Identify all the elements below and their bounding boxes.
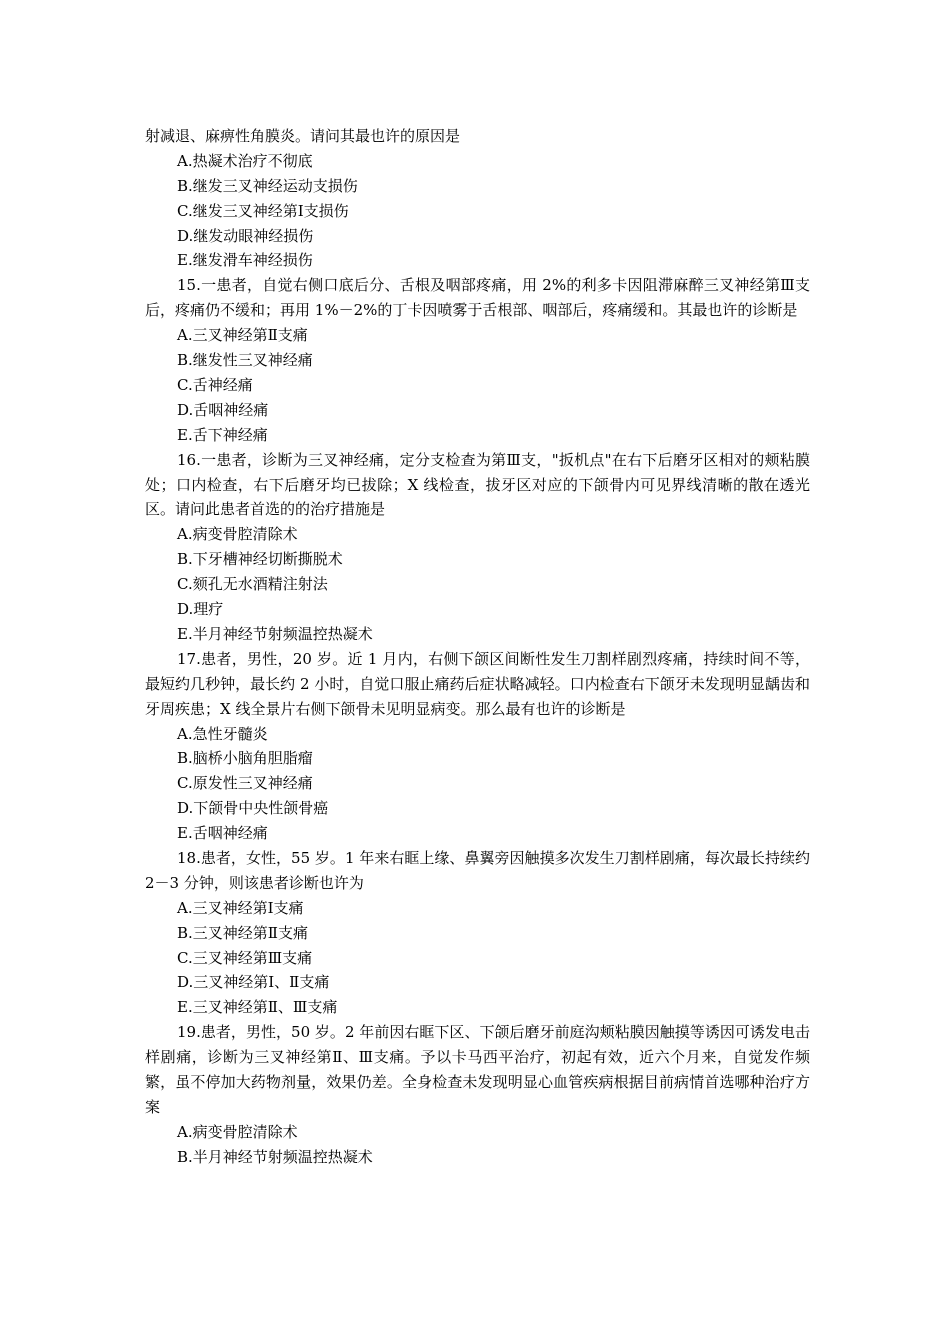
q16-option-e: E.半月神经节射频温控热凝术 <box>177 624 373 643</box>
q14-option-c: C.继发三叉神经第Ⅰ支损伤 <box>177 201 349 220</box>
q14-option-b: B.继发三叉神经运动支损伤 <box>177 176 358 195</box>
q18-option-c: C.三叉神经第Ⅲ支痛 <box>177 948 313 967</box>
q16-option-a: A.病变骨腔清除术 <box>177 525 298 544</box>
q18-stem: 18.患者，女性，55 岁。1 年来右眶上缘、鼻翼旁因触摸多次发生刀割样剧痛，每次最长持续约 2－3 分钟，则该患者诊断也许为 <box>145 848 810 892</box>
q17-option-a: A.急性牙髓炎 <box>177 724 268 743</box>
q17-option-d: D.下颌骨中央性颌骨癌 <box>177 799 329 818</box>
q14-option-e: E.继发滑车神经损伤 <box>177 251 313 270</box>
q15-stem: 15.一患者，自觉右侧口底后分、舌根及咽部疼痛，用 2%的利多卡因阻滞麻醉三叉神经第Ⅲ支后，疼痛仍不缓和；再用 1%－2%的丁卡因喷雾于舌根部、咽部后，疼痛缓和。其最也许的诊断是 <box>145 276 810 320</box>
q19-option-b: B.半月神经节射频温控热凝术 <box>177 1147 373 1166</box>
q18-option-e: E.三叉神经第Ⅱ、Ⅲ支痛 <box>177 998 338 1017</box>
q16-option-c: C.颏孔无水酒精注射法 <box>177 575 328 594</box>
q16-option-d: D.理疗 <box>177 600 224 618</box>
q17-option-c: C.原发性三叉神经痛 <box>177 774 313 793</box>
q17-option-e: E.舌咽神经痛 <box>177 824 268 843</box>
q17-option-b: B.脑桥小脑角胆脂瘤 <box>177 749 313 768</box>
q19-option-a: A.病变骨腔清除术 <box>177 1122 298 1141</box>
q15-option-b: B.继发性三叉神经痛 <box>177 351 313 370</box>
q14-stem-tail: 射减退、麻痹性角膜炎。请问其最也许的原因是 <box>145 127 461 145</box>
q14-option-d: D.继发动眼神经损伤 <box>177 226 314 245</box>
q15-option-e: E.舌下神经痛 <box>177 425 268 444</box>
q17-stem: 17.患者，男性，20 岁。近 1 月内，右侧下颌区间断性发生刀割样剧烈疼痛，持续时间不等，最短约几秒钟，最长约 2 小时，自觉口服止痛药后症状略减轻。口内检查右下颌牙未发现明显龋齿和牙周疾患；X 线全景片右侧下颌骨未见明显病变。那么最有也许的诊断是 <box>145 649 810 718</box>
q16-stem: 16.一患者，诊断为三叉神经痛，定分支检查为第Ⅲ支，"扳机点"在右下后磨牙区相对的颊粘膜处；口内检查，右下后磨牙均已拔除；X 线检查，拔牙区对应的下颌骨内可见界线清晰的散在透光区。请问此患者首选的的治疗措施是 <box>145 450 810 519</box>
q15-option-a: A.三叉神经第Ⅱ支痛 <box>177 326 308 345</box>
q18-option-d: D.三叉神经第Ⅰ、Ⅱ支痛 <box>177 973 330 992</box>
q15-option-d: D.舌咽神经痛 <box>177 400 269 419</box>
document-page <box>145 124 810 1170</box>
q16-option-b: B.下牙槽神经切断撕脱术 <box>177 550 343 569</box>
q18-option-a: A.三叉神经第Ⅰ支痛 <box>177 898 304 917</box>
q19-stem: 19.患者，男性，50 岁。2 年前因右眶下区、下颌后磨牙前庭沟颊粘膜因触摸等诱因可诱发电击样剧痛，诊断为三叉神经第Ⅱ、Ⅲ支痛。予以卡马西平治疗，初起有效，近六个月来，自觉发作频繁，虽不停加大药物剂量，效果仍差。全身检查未发现明显心血管疾病根据目前病情首选哪种治疗方案 <box>145 1023 810 1116</box>
q18-option-b: B.三叉神经第Ⅱ支痛 <box>177 923 308 942</box>
q15-option-c: C.舌神经痛 <box>177 375 253 394</box>
q14-option-a: A.热凝术治疗不彻底 <box>177 151 313 170</box>
